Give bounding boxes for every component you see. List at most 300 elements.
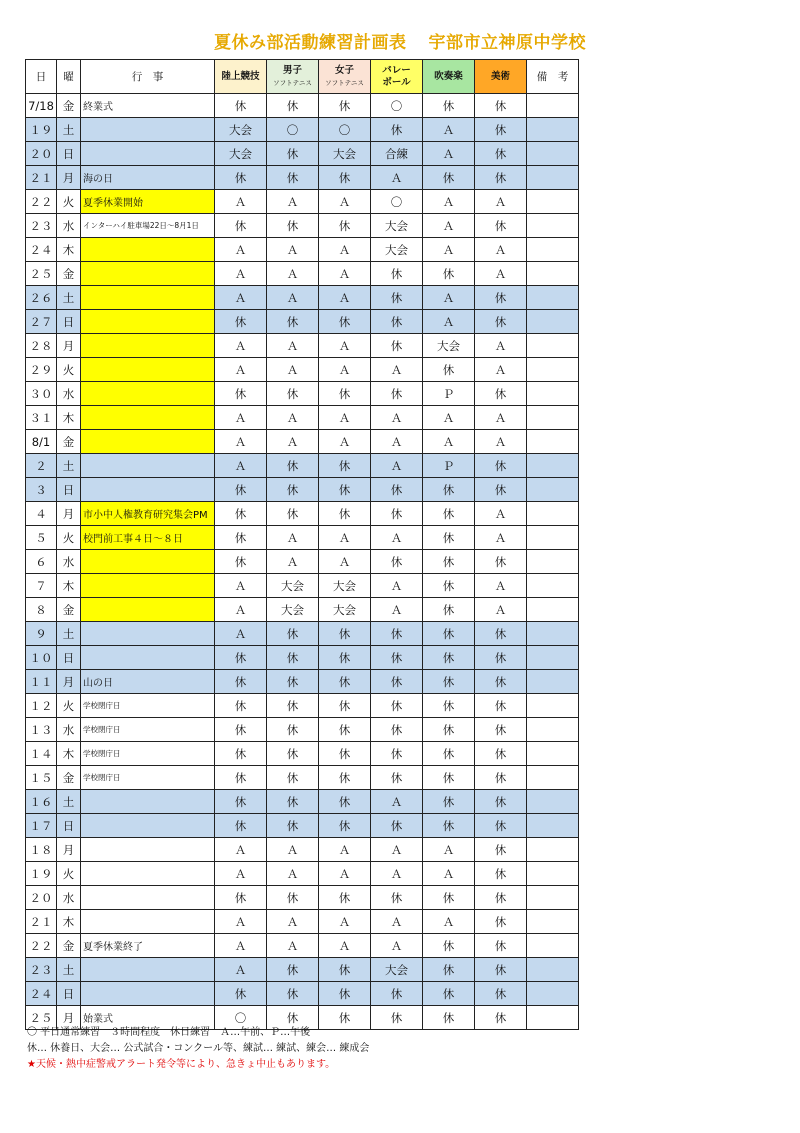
- club-cell: 休: [423, 574, 475, 598]
- club-cell: Ａ: [371, 574, 423, 598]
- event-cell: [81, 238, 215, 262]
- club-cell: Ａ: [423, 406, 475, 430]
- club-cell: Ａ: [319, 862, 371, 886]
- club-cell: 休: [475, 766, 527, 790]
- header-row: [26, 60, 579, 94]
- day-cell: １１: [26, 670, 57, 694]
- event-cell: [81, 478, 215, 502]
- table-row: [26, 430, 579, 454]
- table-row: [26, 862, 579, 886]
- club-cell: Ａ: [319, 190, 371, 214]
- club-cell: 休: [267, 718, 319, 742]
- club-cell: Ａ: [319, 238, 371, 262]
- club-cell: 休: [475, 862, 527, 886]
- club-cell: Ａ: [423, 310, 475, 334]
- dow-cell: 水: [57, 550, 81, 574]
- remarks-cell: [527, 622, 579, 646]
- remarks-cell: [527, 574, 579, 598]
- club-cell: 休: [215, 886, 267, 910]
- table-row: [26, 574, 579, 598]
- day-cell: ２３: [26, 214, 57, 238]
- dow-cell: 水: [57, 382, 81, 406]
- remarks-cell: [527, 982, 579, 1006]
- day-cell: ２０: [26, 142, 57, 166]
- table-row: [26, 790, 579, 814]
- club-cell: 休: [267, 694, 319, 718]
- club-cell: 休: [215, 814, 267, 838]
- club-cell: Ａ: [215, 958, 267, 982]
- dow-cell: 日: [57, 310, 81, 334]
- dow-cell: 金: [57, 430, 81, 454]
- event-cell: 学校閉庁日: [81, 694, 215, 718]
- event-cell: 市小中人権教育研究集会PM: [81, 502, 215, 526]
- club-cell: 休: [423, 694, 475, 718]
- day-cell: ３１: [26, 406, 57, 430]
- club-cell: 休: [475, 910, 527, 934]
- club-cell: 休: [475, 550, 527, 574]
- event-cell: 終業式: [81, 94, 215, 118]
- club-cell: 大会: [319, 142, 371, 166]
- club-cell: 休: [319, 766, 371, 790]
- club-cell: 休: [475, 958, 527, 982]
- club-cell: Ａ: [267, 550, 319, 574]
- event-cell: [81, 382, 215, 406]
- remarks-cell: [527, 334, 579, 358]
- event-cell: [81, 838, 215, 862]
- event-cell: [81, 574, 215, 598]
- event-cell: [81, 406, 215, 430]
- table-row: [26, 646, 579, 670]
- club-cell: 休: [319, 214, 371, 238]
- legend-line-2: 休… 休養日、大会… 公式試合・コンクール等、練試… 練試、練会… 練成会: [27, 1043, 370, 1054]
- remarks-cell: [527, 886, 579, 910]
- club-cell: 休: [475, 838, 527, 862]
- club-cell: 休: [475, 166, 527, 190]
- club-cell: 休: [475, 694, 527, 718]
- club-cell: Ａ: [215, 286, 267, 310]
- club-cell: 休: [371, 814, 423, 838]
- club-cell: 休: [423, 166, 475, 190]
- day-cell: ２５: [26, 262, 57, 286]
- dow-cell: 土: [57, 118, 81, 142]
- club-cell: Ａ: [319, 526, 371, 550]
- club-cell: 休: [423, 718, 475, 742]
- club-cell: Ａ: [475, 574, 527, 598]
- club-cell: 休: [267, 790, 319, 814]
- table-row: [26, 478, 579, 502]
- table-row: [26, 502, 579, 526]
- club-cell: Ａ: [475, 262, 527, 286]
- club-cell: 休: [371, 478, 423, 502]
- club-cell: 休: [475, 382, 527, 406]
- table-row: [26, 334, 579, 358]
- club-cell: Ａ: [475, 526, 527, 550]
- club-cell: 休: [371, 982, 423, 1006]
- dow-cell: 土: [57, 790, 81, 814]
- club-cell: Ａ: [267, 910, 319, 934]
- club-cell: 大会: [215, 118, 267, 142]
- club-cell: 休: [423, 742, 475, 766]
- club-cell: 休: [319, 166, 371, 190]
- club-cell: 休: [423, 646, 475, 670]
- club-cell: Ａ: [475, 406, 527, 430]
- dow-cell: 木: [57, 574, 81, 598]
- table-row: [26, 814, 579, 838]
- club-cell: Ａ: [267, 190, 319, 214]
- club-cell: 休: [475, 478, 527, 502]
- remarks-cell: [527, 790, 579, 814]
- club-cell: 合練: [371, 142, 423, 166]
- club-cell: Ａ: [423, 142, 475, 166]
- club-cell: 休: [319, 742, 371, 766]
- day-cell: ２７: [26, 310, 57, 334]
- club-cell: 休: [371, 694, 423, 718]
- club-cell: 休: [319, 958, 371, 982]
- table-row: [26, 262, 579, 286]
- remarks-cell: [527, 526, 579, 550]
- club-cell: 休: [319, 670, 371, 694]
- remarks-cell: [527, 934, 579, 958]
- club-cell: 休: [215, 310, 267, 334]
- dow-cell: 火: [57, 526, 81, 550]
- club-cell: Ａ: [215, 454, 267, 478]
- table-row: [26, 694, 579, 718]
- remarks-cell: [527, 718, 579, 742]
- club-cell: 休: [319, 382, 371, 406]
- club-cell: 休: [423, 766, 475, 790]
- event-cell: 校門前工事４日～８日: [81, 526, 215, 550]
- club-cell: Ｐ: [423, 382, 475, 406]
- club-cell: Ａ: [215, 574, 267, 598]
- club-cell: 〇: [371, 190, 423, 214]
- dow-cell: 月: [57, 670, 81, 694]
- club-cell: 休: [267, 886, 319, 910]
- club-cell: Ａ: [319, 358, 371, 382]
- club-cell: Ａ: [371, 406, 423, 430]
- club-cell: 休: [215, 718, 267, 742]
- club-cell: 休: [267, 94, 319, 118]
- day-cell: ３０: [26, 382, 57, 406]
- dow-cell: 火: [57, 190, 81, 214]
- club-cell: 休: [423, 934, 475, 958]
- dow-cell: 金: [57, 934, 81, 958]
- club-cell: 休: [267, 214, 319, 238]
- page-title: [0, 28, 800, 53]
- remarks-cell: [527, 430, 579, 454]
- day-cell: ２２: [26, 934, 57, 958]
- club-cell: Ａ: [423, 118, 475, 142]
- club-cell: 休: [267, 310, 319, 334]
- club-cell: Ａ: [475, 358, 527, 382]
- table-row: [26, 526, 579, 550]
- club-cell: Ａ: [215, 622, 267, 646]
- club-cell: 休: [319, 310, 371, 334]
- club-cell: 休: [475, 790, 527, 814]
- club-cell: 大会: [319, 574, 371, 598]
- dow-cell: 木: [57, 238, 81, 262]
- day-cell: １９: [26, 118, 57, 142]
- remarks-cell: [527, 694, 579, 718]
- remarks-cell: [527, 598, 579, 622]
- dow-cell: 木: [57, 910, 81, 934]
- remarks-cell: [527, 166, 579, 190]
- club-cell: 休: [475, 622, 527, 646]
- club-cell: 休: [319, 718, 371, 742]
- table-row: [26, 622, 579, 646]
- dow-cell: 月: [57, 838, 81, 862]
- day-cell: １５: [26, 766, 57, 790]
- club-cell: 休: [215, 526, 267, 550]
- practice-schedule-table: [25, 59, 579, 1030]
- club-cell: Ａ: [267, 286, 319, 310]
- club-cell: 休: [423, 622, 475, 646]
- club-cell: 休: [319, 622, 371, 646]
- club-cell: Ａ: [371, 526, 423, 550]
- club-cell: 休: [319, 646, 371, 670]
- event-cell: [81, 790, 215, 814]
- club-cell: 休: [267, 502, 319, 526]
- event-cell: [81, 454, 215, 478]
- event-cell: インターハイ駐車場22日～8月1日: [81, 214, 215, 238]
- club-cell: Ａ: [215, 910, 267, 934]
- table-row: [26, 766, 579, 790]
- club-cell: 休: [267, 670, 319, 694]
- club-cell: 休: [215, 94, 267, 118]
- club-cell: Ａ: [267, 526, 319, 550]
- table-row: [26, 166, 579, 190]
- table-row: [26, 358, 579, 382]
- club-cell: Ａ: [423, 214, 475, 238]
- table-row: [26, 142, 579, 166]
- day-cell: ３: [26, 478, 57, 502]
- dow-cell: 木: [57, 406, 81, 430]
- club-cell: 〇: [319, 118, 371, 142]
- club-cell: Ａ: [215, 190, 267, 214]
- club-cell: 休: [267, 766, 319, 790]
- day-cell: ２１: [26, 166, 57, 190]
- club-cell: 休: [319, 814, 371, 838]
- header-dow: 曜: [57, 60, 81, 94]
- dow-cell: 日: [57, 142, 81, 166]
- club-cell: 休: [267, 742, 319, 766]
- dow-cell: 水: [57, 886, 81, 910]
- event-cell: [81, 982, 215, 1006]
- club-cell: 休: [371, 382, 423, 406]
- day-cell: ５: [26, 526, 57, 550]
- table-row: [26, 550, 579, 574]
- table-row: [26, 958, 579, 982]
- club-cell: 休: [423, 814, 475, 838]
- day-cell: ２８: [26, 334, 57, 358]
- remarks-cell: [527, 1006, 579, 1030]
- club-cell: 休: [371, 310, 423, 334]
- club-cell: 〇: [267, 118, 319, 142]
- club-cell: Ａ: [267, 934, 319, 958]
- day-cell: ４: [26, 502, 57, 526]
- club-cell: 休: [371, 622, 423, 646]
- header-girls-soft-tennis: 女子 ソフトテニス: [319, 60, 371, 94]
- event-cell: [81, 262, 215, 286]
- table-row: [26, 382, 579, 406]
- day-cell: １８: [26, 838, 57, 862]
- club-cell: 休: [475, 286, 527, 310]
- club-cell: 休: [371, 742, 423, 766]
- remarks-cell: [527, 382, 579, 406]
- remarks-cell: [527, 646, 579, 670]
- day-cell: １３: [26, 718, 57, 742]
- day-cell: ２９: [26, 358, 57, 382]
- day-cell: ２６: [26, 286, 57, 310]
- club-cell: 休: [423, 550, 475, 574]
- remarks-cell: [527, 94, 579, 118]
- club-cell: 休: [371, 1006, 423, 1030]
- remarks-cell: [527, 910, 579, 934]
- club-cell: 〇: [215, 1006, 267, 1030]
- remarks-cell: [527, 238, 579, 262]
- club-cell: 休: [215, 742, 267, 766]
- club-cell: 休: [215, 694, 267, 718]
- remarks-cell: [527, 670, 579, 694]
- event-cell: [81, 430, 215, 454]
- club-cell: 休: [215, 166, 267, 190]
- club-cell: 休: [475, 814, 527, 838]
- club-cell: 休: [423, 886, 475, 910]
- club-cell: 休: [475, 94, 527, 118]
- club-cell: Ａ: [319, 334, 371, 358]
- club-cell: 休: [475, 886, 527, 910]
- table-row: [26, 286, 579, 310]
- club-cell: 大会: [319, 598, 371, 622]
- warning-note: ★天候・熱中症警戒アラート発令等により、急きょ中止もあります。: [27, 1059, 336, 1070]
- dow-cell: 土: [57, 622, 81, 646]
- club-cell: 休: [215, 982, 267, 1006]
- club-cell: 休: [215, 646, 267, 670]
- club-cell: Ａ: [215, 598, 267, 622]
- table-row: [26, 94, 579, 118]
- club-cell: Ａ: [371, 454, 423, 478]
- club-cell: 休: [475, 118, 527, 142]
- day-cell: ２０: [26, 886, 57, 910]
- day-cell: ２: [26, 454, 57, 478]
- dow-cell: 日: [57, 814, 81, 838]
- event-cell: [81, 910, 215, 934]
- club-cell: Ａ: [267, 862, 319, 886]
- club-cell: Ａ: [267, 334, 319, 358]
- club-cell: Ｐ: [423, 454, 475, 478]
- club-cell: 休: [371, 502, 423, 526]
- club-cell: 休: [215, 478, 267, 502]
- dow-cell: 月: [57, 166, 81, 190]
- table-row: [26, 670, 579, 694]
- table-row: [26, 214, 579, 238]
- dow-cell: 月: [57, 502, 81, 526]
- event-cell: 学校閉庁日: [81, 766, 215, 790]
- club-cell: Ａ: [267, 262, 319, 286]
- event-cell: [81, 886, 215, 910]
- club-cell: 休: [475, 214, 527, 238]
- header-day: 日: [26, 60, 57, 94]
- dow-cell: 土: [57, 958, 81, 982]
- dow-cell: 金: [57, 766, 81, 790]
- table-row: [26, 934, 579, 958]
- table-row: [26, 718, 579, 742]
- club-cell: Ａ: [423, 910, 475, 934]
- table-row: [26, 190, 579, 214]
- dow-cell: 日: [57, 982, 81, 1006]
- event-cell: [81, 118, 215, 142]
- event-cell: [81, 334, 215, 358]
- club-cell: Ａ: [371, 862, 423, 886]
- club-cell: Ａ: [319, 430, 371, 454]
- club-cell: Ａ: [475, 502, 527, 526]
- club-cell: 休: [267, 478, 319, 502]
- club-cell: 大会: [423, 334, 475, 358]
- club-cell: 休: [267, 454, 319, 478]
- club-cell: 休: [371, 334, 423, 358]
- remarks-cell: [527, 214, 579, 238]
- club-cell: Ａ: [215, 334, 267, 358]
- remarks-cell: [527, 406, 579, 430]
- dow-cell: 土: [57, 286, 81, 310]
- remarks-cell: [527, 310, 579, 334]
- remarks-cell: [527, 454, 579, 478]
- club-cell: Ａ: [423, 430, 475, 454]
- dow-cell: 月: [57, 1006, 81, 1030]
- club-cell: 休: [319, 502, 371, 526]
- club-cell: Ａ: [215, 934, 267, 958]
- club-cell: Ａ: [319, 838, 371, 862]
- dow-cell: 金: [57, 94, 81, 118]
- club-cell: 休: [319, 694, 371, 718]
- club-cell: 休: [475, 982, 527, 1006]
- club-cell: 大会: [371, 958, 423, 982]
- table-row: [26, 910, 579, 934]
- club-cell: Ａ: [267, 406, 319, 430]
- club-cell: 大会: [267, 574, 319, 598]
- table-row: [26, 886, 579, 910]
- day-cell: 8/1: [26, 430, 57, 454]
- dow-cell: 日: [57, 478, 81, 502]
- header-volleyball: バレー ボール: [371, 60, 423, 94]
- header-remarks: 備 考: [527, 60, 579, 94]
- day-cell: １０: [26, 646, 57, 670]
- header-boys-soft-tennis: 男子 ソフトテニス: [267, 60, 319, 94]
- club-cell: Ａ: [319, 550, 371, 574]
- club-cell: 休: [267, 166, 319, 190]
- club-cell: 休: [423, 670, 475, 694]
- event-cell: [81, 598, 215, 622]
- club-cell: Ａ: [475, 238, 527, 262]
- club-cell: 休: [319, 790, 371, 814]
- club-cell: Ａ: [371, 430, 423, 454]
- club-cell: 休: [423, 94, 475, 118]
- table-row: [26, 310, 579, 334]
- club-cell: Ａ: [215, 838, 267, 862]
- event-cell: [81, 862, 215, 886]
- remarks-cell: [527, 862, 579, 886]
- dow-cell: 水: [57, 214, 81, 238]
- event-cell: [81, 142, 215, 166]
- event-cell: 夏季休業開始: [81, 190, 215, 214]
- day-cell: １２: [26, 694, 57, 718]
- day-cell: １７: [26, 814, 57, 838]
- day-cell: ９: [26, 622, 57, 646]
- club-cell: 休: [319, 1006, 371, 1030]
- dow-cell: 火: [57, 862, 81, 886]
- club-cell: 大会: [371, 238, 423, 262]
- club-cell: 〇: [371, 94, 423, 118]
- club-cell: 休: [267, 142, 319, 166]
